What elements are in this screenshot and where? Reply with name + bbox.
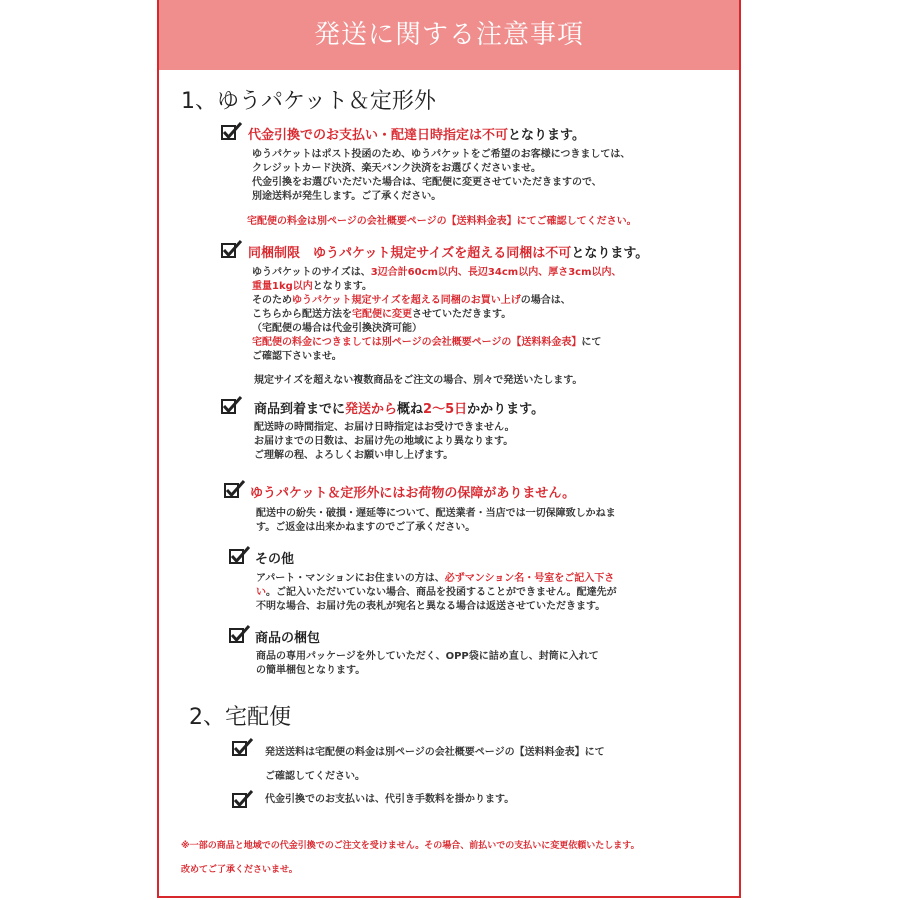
header-banner	[159, 0, 739, 70]
notice-frame	[157, 0, 741, 898]
item-4-heading: ゆうパケット＆定形外にはお荷物の保障がありません。	[250, 486, 576, 501]
item-3-body: 配送時の時間指定、お届け日時指定はお受けできません。 お届けまでの日数は、お届け先の地域により異なります。 ご理解の程、よろしくお願い申し上げます。	[254, 422, 515, 461]
section-2-title: 2、宅配便	[189, 705, 291, 730]
item-2-extra: 規定サイズを超えない複数商品をご注文の場合、別々で発送いたします。	[254, 375, 583, 386]
item-6-heading: 商品の梱包	[255, 631, 321, 646]
checkbox-checked-icon	[221, 121, 243, 141]
footer-note-1: ※一部の商品と地域での代金引換でのご注文を受けません。その場合、前払いでの支払いに変更依頼いたします。	[181, 841, 640, 851]
section-1-title: 1、ゆうパケット＆定形外	[181, 89, 436, 114]
item-6-body: 商品の専用パッケージを外していただく、OPP袋に詰め直し、封筒に入れて の簡単梱包となります。	[256, 651, 599, 676]
checkbox-checked-icon	[229, 624, 251, 644]
item-1-note: 宅配便の料金は別ページの会社概要ページの【送料料金表】にてご確認してください。	[247, 216, 637, 227]
item-3-heading: 商品到着までに発送から概ね2〜5日かかります。	[254, 402, 545, 417]
sec2-item-2-body: 代金引換でのお支払いは、代引き手数料を掛かります。	[265, 794, 515, 805]
header-title: 発送に関する注意事項	[313, 20, 584, 50]
checkbox-checked-icon	[229, 545, 251, 565]
item-2-body: ゆうパケットのサイズは、3辺合計60cm以内、長辺34cm以内、厚さ3cm以内、 重量1kg以内となります。 そのためゆうパケット規定サイズを超える同梱のお買い上げの場合は、 こちらから配送方法を宅配便に変更させていただきます。 （宅配便の場合は代金引換決済可能） 宅配便の料金につきましては別ページの会社概要ページの【送料料金表】にて ご確認下さいませ。	[252, 267, 622, 362]
item-5-body: アパート・マンションにお住まいの方は、必ずマンション名・号室をご記入下さ い。ご記入いただいていない場合、商品を投函することができません。配達先が 不明な場合、お届け先の表札が宛名と異なる場合は返送させていただきます。	[256, 573, 617, 612]
checkbox-checked-icon	[224, 479, 246, 499]
item-5-heading: その他	[255, 552, 295, 567]
sec2-item-1-body: 発送送料は宅配便の料金は別ページの会社概要ページの【送料料金表】にて ご確認してください。	[265, 747, 605, 782]
checkbox-checked-icon	[232, 789, 254, 809]
checkbox-checked-icon	[221, 395, 243, 415]
item-4-body: 配送中の紛失・破損・遅延等について、配送業者・当店では一切保障致しかねま す。ご返金は出来かねますのでご了承ください。	[256, 508, 616, 533]
item-1-body: ゆうパケットはポスト投函のため、ゆうパケットをご希望のお客様につきましては、 クレジットカード決済、楽天バンク決済をお選びくださいませ。 代金引換をお選びいただいた場合は、宅配便に変更させていただきますので、 別途送料が発生します。ご了承ください。	[252, 149, 631, 202]
checkbox-checked-icon	[221, 239, 243, 259]
checkbox-checked-icon	[232, 737, 254, 757]
item-1-heading: 代金引換でのお支払い・配達日時指定は不可となります。	[248, 128, 585, 143]
item-2-heading: 同梱制限 ゆうパケット規定サイズを超える同梱は不可となります。	[248, 246, 649, 261]
footer-note-2: 改めてご了承くださいませ。	[181, 865, 298, 875]
